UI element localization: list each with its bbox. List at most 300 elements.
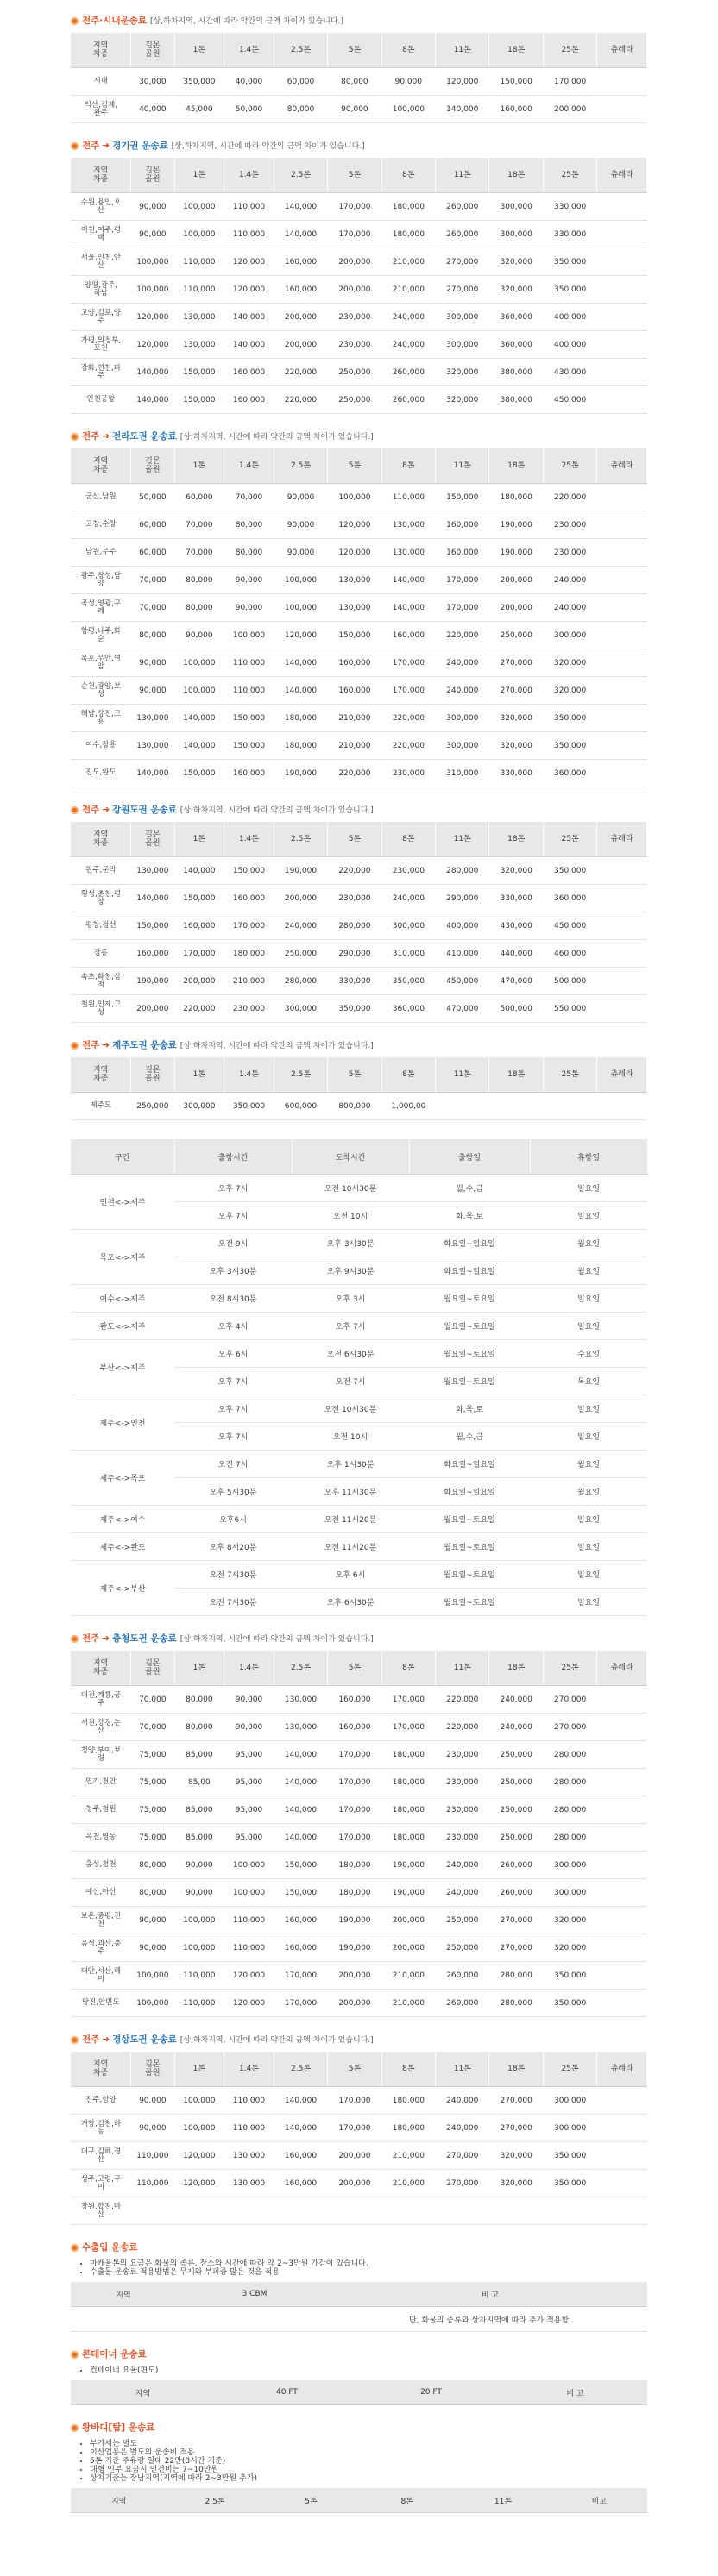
price-cell: 100,000 bbox=[174, 1907, 224, 1934]
export-section bbox=[71, 2241, 718, 2332]
column-header: 5톤 bbox=[328, 1057, 381, 1093]
schedule-cell: 화,목,토 bbox=[409, 1202, 530, 1230]
schedule-cell: 화요일~일요일 bbox=[409, 1478, 530, 1506]
region-cell: 진도,완도 bbox=[71, 760, 131, 787]
price-cell: 350,000 bbox=[543, 2170, 596, 2197]
price-cell: 120,000 bbox=[224, 248, 274, 276]
price-cell: 300,000 bbox=[174, 1093, 224, 1120]
price-cell: 170,000 bbox=[328, 193, 381, 221]
price-cell: 120,000 bbox=[436, 68, 489, 96]
schedule-cell: 오전 11시20분 bbox=[292, 1533, 409, 1561]
section-heading bbox=[71, 1632, 718, 1645]
price-cell bbox=[381, 2197, 435, 2225]
price-cell: 300,000 bbox=[489, 193, 543, 221]
table-row bbox=[71, 1533, 647, 1561]
price-cell: 140,000 bbox=[274, 2087, 327, 2115]
section-note: [상,하차지역, 시간에 따라 약간의 금액 차이가 있습니다.] bbox=[150, 17, 344, 26]
price-cell: 140,000 bbox=[274, 1769, 327, 1796]
price-cell: 90,000 bbox=[174, 1879, 224, 1907]
price-cell: 180,000 bbox=[328, 1852, 381, 1879]
price-cell: 240,000 bbox=[543, 594, 596, 622]
price-cell: 280,000 bbox=[328, 912, 381, 940]
price-cell: 280,000 bbox=[543, 1796, 596, 1824]
price-cell: 110,000 bbox=[381, 484, 435, 511]
column-header: 18톤 bbox=[489, 158, 543, 193]
schedule-cell: 오전 7시30분 bbox=[174, 1561, 292, 1589]
rate-section bbox=[71, 803, 718, 1023]
price-cell: 100,000 bbox=[174, 2087, 224, 2115]
price-cell: 160,000 bbox=[489, 96, 543, 123]
column-header: 지역 차종 bbox=[71, 1057, 131, 1093]
column-header: 길몬 골원 bbox=[131, 2052, 174, 2087]
price-cell bbox=[597, 511, 647, 539]
table-row bbox=[71, 912, 647, 940]
schedule-cell: 오후 1시30분 bbox=[292, 1451, 409, 1478]
price-cell: 110,000 bbox=[174, 1990, 224, 2017]
price-cell: 130,000 bbox=[174, 304, 224, 331]
schedule-cell: 오후 7시 bbox=[174, 1368, 292, 1395]
price-cell bbox=[597, 732, 647, 760]
section-note: [상,하차지역, 시간에 따라 약간의 금액 차이가 있습니다.] bbox=[180, 1042, 374, 1050]
price-cell: 70,000 bbox=[131, 567, 174, 594]
price-cell: 80,000 bbox=[224, 539, 274, 567]
price-cell: 350,000 bbox=[543, 705, 596, 732]
region-cell: 청양,부여,보 령 bbox=[71, 1741, 131, 1769]
price-cell: 240,000 bbox=[489, 1686, 543, 1714]
note-item: • 마캐울톤의 요금은 화물의 종류, 장소와 시간에 따라 약 2~3만원 가감이 있습니다. bbox=[90, 2259, 718, 2268]
price-cell: 300,000 bbox=[543, 1879, 596, 1907]
column-header: 츄레라 bbox=[597, 1651, 647, 1686]
price-cell: 85,00 bbox=[174, 1769, 224, 1796]
price-cell: 240,000 bbox=[436, 677, 489, 705]
column-header: 1.4톤 bbox=[224, 158, 274, 193]
price-cell: 90,000 bbox=[131, 193, 174, 221]
schedule-cell: 월요일 bbox=[530, 1230, 647, 1257]
price-cell: 140,000 bbox=[131, 885, 174, 912]
price-cell: 90,000 bbox=[131, 649, 174, 677]
price-cell: 140,000 bbox=[131, 359, 174, 386]
price-cell: 90,000 bbox=[224, 1686, 274, 1714]
price-cell: 320,000 bbox=[436, 386, 489, 414]
price-cell: 70,000 bbox=[131, 1714, 174, 1741]
price-cell: 210,000 bbox=[381, 276, 435, 304]
column-header: 1.4톤 bbox=[224, 33, 274, 68]
price-cell: 80,000 bbox=[174, 594, 224, 622]
column-header: 25톤 bbox=[543, 1057, 596, 1093]
price-cell: 160,000 bbox=[274, 2142, 327, 2170]
column-header: 1톤 bbox=[174, 1651, 224, 1686]
price-cell: 160,000 bbox=[274, 276, 327, 304]
price-cell: 220,000 bbox=[381, 732, 435, 760]
region-cell: 성주,고령,구 미 bbox=[71, 2170, 131, 2197]
price-cell: 300,000 bbox=[436, 732, 489, 760]
price-cell: 330,000 bbox=[489, 760, 543, 787]
price-cell: 300,000 bbox=[543, 2115, 596, 2142]
region-cell: 철원,인제,고 성 bbox=[71, 995, 131, 1023]
note-item: • 대형 인부 요금시 인건비는 7~10만원 bbox=[90, 2466, 718, 2474]
price-cell: 200,000 bbox=[174, 968, 224, 995]
price-cell: 80,000 bbox=[274, 96, 327, 123]
price-cell bbox=[597, 276, 647, 304]
price-cell: 140,000 bbox=[274, 1741, 327, 1769]
price-cell: 170,000 bbox=[274, 1990, 327, 2017]
price-cell: 210,000 bbox=[381, 248, 435, 276]
price-cell: 170,000 bbox=[381, 1686, 435, 1714]
section-heading bbox=[71, 2033, 718, 2046]
export-cell-note: 단, 화물의 종류와 상차지역에 따라 추가 적용함. bbox=[333, 2307, 647, 2332]
price-cell bbox=[174, 2197, 224, 2225]
region-cell: 음성,괴산,충 주 bbox=[71, 1934, 131, 1962]
column-header: 길몬 골원 bbox=[131, 448, 174, 484]
container-notes bbox=[71, 2366, 718, 2375]
rate-section bbox=[71, 2033, 718, 2225]
price-cell: 130,000 bbox=[274, 1714, 327, 1741]
price-cell: 290,000 bbox=[436, 885, 489, 912]
price-cell: 350,000 bbox=[543, 857, 596, 885]
price-cell: 150,000 bbox=[274, 1852, 327, 1879]
table-row bbox=[71, 677, 647, 705]
table-row bbox=[71, 1285, 647, 1313]
note-item: • 부가세는 별도 bbox=[90, 2440, 718, 2448]
price-cell bbox=[436, 1093, 489, 1120]
price-cell: 350,000 bbox=[381, 968, 435, 995]
price-cell: 160,000 bbox=[174, 912, 224, 940]
note-item: • 수출물 운송료 적용방법은 무게와 부피중 많은 것을 적용 bbox=[90, 2268, 718, 2277]
price-cell: 500,000 bbox=[489, 995, 543, 1023]
bullet-icon bbox=[71, 1042, 79, 1050]
price-cell: 75,000 bbox=[131, 1741, 174, 1769]
table-row bbox=[71, 96, 647, 123]
price-cell: 100,000 bbox=[224, 1852, 274, 1879]
price-cell bbox=[597, 1769, 647, 1796]
price-cell: 80,000 bbox=[224, 511, 274, 539]
price-cell: 330,000 bbox=[328, 968, 381, 995]
price-cell: 150,000 bbox=[489, 68, 543, 96]
table-row bbox=[71, 276, 647, 304]
region-cell: 거창,김천,하 동 bbox=[71, 2115, 131, 2142]
price-cell: 150,000 bbox=[174, 885, 224, 912]
price-cell: 320,000 bbox=[489, 732, 543, 760]
table-row bbox=[71, 1093, 647, 1120]
price-cell bbox=[597, 193, 647, 221]
column-header: 길몬 골원 bbox=[131, 1057, 174, 1093]
price-cell: 360,000 bbox=[381, 995, 435, 1023]
price-cell bbox=[597, 2170, 647, 2197]
rate-table bbox=[71, 33, 647, 123]
column-header: 5톤 bbox=[328, 822, 381, 857]
region-cell: 여수,장흥 bbox=[71, 732, 131, 760]
price-cell: 90,000 bbox=[174, 1852, 224, 1879]
price-cell bbox=[597, 857, 647, 885]
table-row bbox=[71, 1990, 647, 2017]
export-header-cbm: 3 CBM bbox=[176, 2282, 333, 2307]
table-row bbox=[71, 1714, 647, 1741]
price-cell: 350,000 bbox=[543, 732, 596, 760]
note-item: • 이산업용은 별도의 운송비 적용 bbox=[90, 2448, 718, 2457]
price-cell: 300,000 bbox=[543, 622, 596, 649]
price-cell: 180,000 bbox=[381, 2087, 435, 2115]
column-header: 5톤 bbox=[328, 1651, 381, 1686]
schedule-cell: 오후 6시 bbox=[174, 1340, 292, 1368]
price-cell: 250,000 bbox=[436, 1934, 489, 1962]
price-cell: 100,000 bbox=[224, 1879, 274, 1907]
price-cell: 350,000 bbox=[543, 1962, 596, 1990]
region-cell: 곡성,영광,구 례 bbox=[71, 594, 131, 622]
route-cell: 제주<->완도 bbox=[71, 1533, 174, 1561]
rate-table bbox=[71, 2052, 647, 2225]
column-header: 1.4톤 bbox=[224, 2052, 274, 2087]
table-row bbox=[71, 968, 647, 995]
schedule-cell: 오전 10시 bbox=[292, 1202, 409, 1230]
price-cell: 320,000 bbox=[489, 276, 543, 304]
price-cell: 360,000 bbox=[543, 885, 596, 912]
table-row bbox=[71, 567, 647, 594]
price-cell: 160,000 bbox=[224, 885, 274, 912]
price-cell: 140,000 bbox=[381, 567, 435, 594]
table-row bbox=[71, 193, 647, 221]
dump-header: 5톤 bbox=[263, 2488, 359, 2513]
column-header: 25톤 bbox=[543, 1651, 596, 1686]
column-header: 2.5톤 bbox=[274, 158, 327, 193]
arrow-icon: ➜ bbox=[102, 805, 110, 815]
price-cell: 150,000 bbox=[174, 386, 224, 414]
price-cell: 450,000 bbox=[543, 912, 596, 940]
price-cell: 190,000 bbox=[328, 1934, 381, 1962]
section-title: 제주도권 운송료 bbox=[112, 1040, 177, 1050]
note-item: • 상차기준는 장남지역(지역에 따라 2~3만원 추가) bbox=[90, 2474, 718, 2483]
price-cell: 90,000 bbox=[131, 677, 174, 705]
column-header: 25톤 bbox=[543, 158, 596, 193]
price-cell: 90,000 bbox=[274, 511, 327, 539]
column-header: 츄레라 bbox=[597, 822, 647, 857]
price-cell: 110,000 bbox=[224, 2115, 274, 2142]
price-cell: 350,000 bbox=[174, 68, 224, 96]
price-cell: 500,000 bbox=[543, 968, 596, 995]
price-cell: 230,000 bbox=[328, 885, 381, 912]
export-notes bbox=[71, 2259, 718, 2277]
column-header: 11톤 bbox=[436, 1651, 489, 1686]
table-row bbox=[71, 1561, 647, 1589]
rate-section bbox=[71, 14, 718, 123]
price-cell: 140,000 bbox=[274, 221, 327, 248]
price-cell: 180,000 bbox=[381, 193, 435, 221]
column-header: 츄레라 bbox=[597, 2052, 647, 2087]
schedule-cell: 오후 7시 bbox=[292, 1313, 409, 1340]
price-cell bbox=[597, 1907, 647, 1934]
price-cell bbox=[597, 68, 647, 96]
price-cell: 240,000 bbox=[436, 649, 489, 677]
price-cell: 300,000 bbox=[489, 221, 543, 248]
region-cell: 익산,김제, 완주 bbox=[71, 96, 131, 123]
price-cell: 70,000 bbox=[174, 539, 224, 567]
schedule-cell: 월요일~토요일 bbox=[409, 1340, 530, 1368]
price-cell: 320,000 bbox=[489, 2170, 543, 2197]
section-origin: 전주 bbox=[82, 431, 100, 442]
price-cell: 90,000 bbox=[131, 221, 174, 248]
price-cell: 260,000 bbox=[436, 1962, 489, 1990]
price-cell: 260,000 bbox=[436, 193, 489, 221]
column-header: 8톤 bbox=[381, 448, 435, 484]
column-header: 츄레라 bbox=[597, 448, 647, 484]
price-cell: 140,000 bbox=[274, 1796, 327, 1824]
price-cell: 600,000 bbox=[274, 1093, 327, 1120]
price-cell: 130,000 bbox=[174, 331, 224, 359]
price-cell: 140,000 bbox=[131, 386, 174, 414]
bullet-icon bbox=[71, 2036, 79, 2044]
route-cell: 제주<->여수 bbox=[71, 1506, 174, 1533]
price-cell: 130,000 bbox=[131, 732, 174, 760]
price-cell: 100,000 bbox=[131, 1962, 174, 1990]
price-cell: 160,000 bbox=[328, 649, 381, 677]
region-cell: 대전,계룡,공 주 bbox=[71, 1686, 131, 1714]
route-cell: 부산<->제주 bbox=[71, 1340, 174, 1395]
column-header: 길몬 골원 bbox=[131, 1651, 174, 1686]
price-cell: 130,000 bbox=[224, 2170, 274, 2197]
price-cell: 170,000 bbox=[436, 594, 489, 622]
price-cell bbox=[597, 331, 647, 359]
table-row bbox=[71, 1796, 647, 1824]
schedule-cell: 오후 5시30분 bbox=[174, 1478, 292, 1506]
price-cell: 250,000 bbox=[274, 940, 327, 968]
price-cell bbox=[489, 1093, 543, 1120]
schedule-cell: 일요일 bbox=[530, 1589, 647, 1616]
price-cell: 210,000 bbox=[381, 2142, 435, 2170]
price-cell: 280,000 bbox=[489, 1990, 543, 2017]
column-header: 18톤 bbox=[489, 448, 543, 484]
price-cell: 170,000 bbox=[224, 912, 274, 940]
table-row bbox=[71, 1230, 647, 1257]
price-cell bbox=[597, 96, 647, 123]
price-cell: 350,000 bbox=[543, 248, 596, 276]
price-cell: 120,000 bbox=[131, 304, 174, 331]
column-header: 길몬 골원 bbox=[131, 822, 174, 857]
column-header: 1톤 bbox=[174, 1057, 224, 1093]
price-cell: 140,000 bbox=[174, 857, 224, 885]
price-cell: 200,000 bbox=[274, 885, 327, 912]
price-cell: 110,000 bbox=[224, 2087, 274, 2115]
table-row bbox=[71, 649, 647, 677]
price-cell: 85,000 bbox=[174, 1741, 224, 1769]
price-cell: 100,000 bbox=[174, 2115, 224, 2142]
rate-table bbox=[71, 158, 647, 414]
price-cell: 290,000 bbox=[328, 940, 381, 968]
price-cell: 240,000 bbox=[436, 2087, 489, 2115]
arrow-icon: ➜ bbox=[102, 141, 110, 151]
price-cell bbox=[597, 1093, 647, 1120]
price-cell: 210,000 bbox=[381, 2170, 435, 2197]
price-cell bbox=[597, 1741, 647, 1769]
price-cell: 320,000 bbox=[543, 677, 596, 705]
price-cell: 270,000 bbox=[543, 1714, 596, 1741]
region-cell: 강릉 bbox=[71, 940, 131, 968]
price-cell: 100,000 bbox=[381, 96, 435, 123]
price-cell: 190,000 bbox=[328, 1907, 381, 1934]
price-cell: 130,000 bbox=[131, 705, 174, 732]
price-cell: 400,000 bbox=[436, 912, 489, 940]
note-item: • 5톤 기준 주유량 일대 22만(8시간 기준) bbox=[90, 2457, 718, 2466]
rate-area bbox=[71, 14, 718, 1120]
price-cell bbox=[597, 622, 647, 649]
column-header: 8톤 bbox=[381, 158, 435, 193]
price-cell: 110,000 bbox=[224, 649, 274, 677]
price-cell: 120,000 bbox=[328, 539, 381, 567]
rate-table bbox=[71, 1057, 647, 1120]
column-header: 8톤 bbox=[381, 1057, 435, 1093]
price-cell: 400,000 bbox=[543, 331, 596, 359]
schedule-cell: 오후 3시30분 bbox=[174, 1257, 292, 1285]
section-origin: 전주 bbox=[82, 2034, 100, 2045]
table-row bbox=[71, 1907, 647, 1934]
price-cell: 100,000 bbox=[131, 276, 174, 304]
price-cell: 170,000 bbox=[381, 677, 435, 705]
price-cell: 380,000 bbox=[489, 359, 543, 386]
table-row bbox=[71, 1686, 647, 1714]
note-item: • 컨테이너 요율(편도) bbox=[90, 2366, 718, 2375]
price-cell: 90,000 bbox=[224, 594, 274, 622]
table-row bbox=[71, 511, 647, 539]
price-cell: 230,000 bbox=[381, 760, 435, 787]
schedule-cell: 오후 9시30분 bbox=[292, 1257, 409, 1285]
price-cell bbox=[543, 2197, 596, 2225]
arrow-icon: ➜ bbox=[102, 1040, 110, 1050]
price-cell: 100,000 bbox=[174, 649, 224, 677]
table-row bbox=[71, 2170, 647, 2197]
price-cell: 150,000 bbox=[224, 732, 274, 760]
region-cell: 태안,서산,해 미 bbox=[71, 1962, 131, 1990]
price-cell: 110,000 bbox=[224, 221, 274, 248]
price-cell: 270,000 bbox=[436, 248, 489, 276]
price-cell: 350,000 bbox=[328, 995, 381, 1023]
price-cell: 100,000 bbox=[174, 677, 224, 705]
price-cell: 90,000 bbox=[381, 68, 435, 96]
dump-header: 비고 bbox=[551, 2488, 647, 2513]
price-cell: 320,000 bbox=[436, 359, 489, 386]
price-cell: 80,000 bbox=[131, 1852, 174, 1879]
column-header: 2.5톤 bbox=[274, 1057, 327, 1093]
price-cell: 90,000 bbox=[224, 1714, 274, 1741]
price-cell: 180,000 bbox=[381, 1824, 435, 1852]
price-cell bbox=[597, 594, 647, 622]
header-row bbox=[71, 158, 647, 193]
region-cell: 예산,아산 bbox=[71, 1879, 131, 1907]
price-cell bbox=[274, 2197, 327, 2225]
price-cell: 90,000 bbox=[328, 96, 381, 123]
price-cell: 410,000 bbox=[436, 940, 489, 968]
schedule-cell: 월요일 bbox=[530, 1478, 647, 1506]
price-cell bbox=[597, 649, 647, 677]
price-cell: 170,000 bbox=[328, 2087, 381, 2115]
price-cell: 330,000 bbox=[489, 885, 543, 912]
price-cell: 120,000 bbox=[328, 511, 381, 539]
column-header: 25톤 bbox=[543, 448, 596, 484]
price-cell: 80,000 bbox=[174, 567, 224, 594]
price-cell: 200,000 bbox=[381, 1934, 435, 1962]
column-header: 18톤 bbox=[489, 2052, 543, 2087]
price-cell: 430,000 bbox=[543, 359, 596, 386]
price-cell: 120,000 bbox=[174, 2142, 224, 2170]
region-cell: 창원,합천,마 산 bbox=[71, 2197, 131, 2225]
price-cell: 330,000 bbox=[543, 193, 596, 221]
price-cell bbox=[597, 359, 647, 386]
price-cell: 360,000 bbox=[489, 304, 543, 331]
container-section bbox=[71, 2347, 718, 2405]
schedule-cell: 화요일~일요일 bbox=[409, 1257, 530, 1285]
price-cell: 320,000 bbox=[489, 857, 543, 885]
header-row bbox=[71, 33, 647, 68]
price-cell bbox=[597, 2087, 647, 2115]
price-cell: 250,000 bbox=[489, 1741, 543, 1769]
price-cell: 280,000 bbox=[543, 1741, 596, 1769]
